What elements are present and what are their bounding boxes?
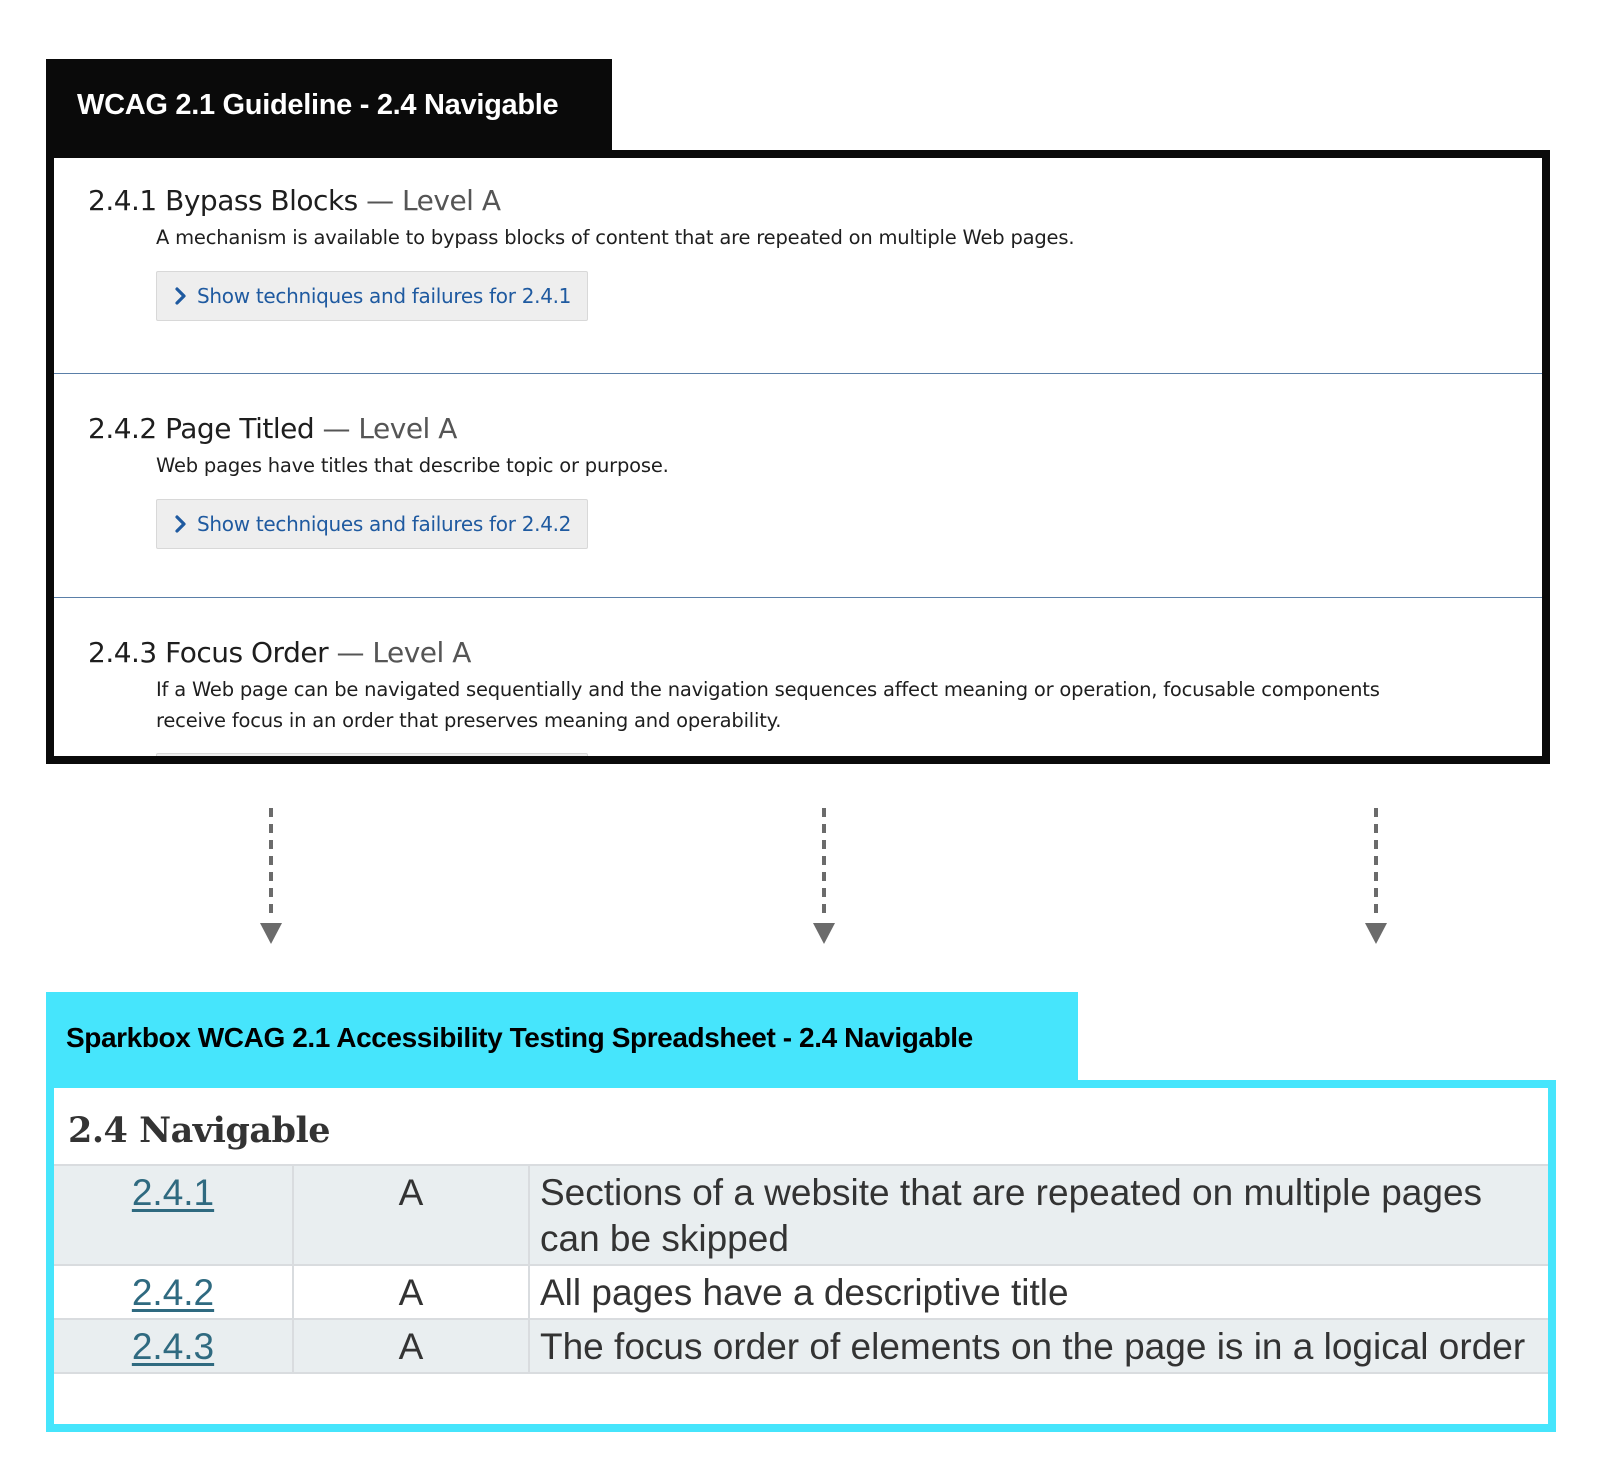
criterion-heading: [88, 636, 471, 669]
criterion-id-cell: [54, 1319, 293, 1373]
dashed-down-arrow-icon: [812, 808, 836, 946]
criterion-heading: [88, 412, 457, 445]
criterion-title: 2.4.1 Bypass Blocks: [88, 184, 358, 217]
dashed-down-arrow-icon: [1364, 808, 1388, 946]
criterion-link[interactable]: 2.4.3: [131, 1326, 215, 1367]
criterion-heading: [88, 184, 501, 217]
wcag-panel: [46, 150, 1550, 764]
table-row: [54, 1319, 1548, 1373]
criterion-title: 2.4.3 Focus Order: [88, 636, 329, 669]
criterion-description: If a Web page can be navigated sequentially and the navigation sequences affect meaning or operation, focusable components receive focus in an order that preserves meaning and operability.: [156, 678, 1380, 732]
level-cell: A: [293, 1165, 529, 1265]
show-techniques-label: Show techniques and failures for 2.4.2: [197, 512, 572, 536]
level-cell: A: [293, 1319, 529, 1373]
summary-cell: Sections of a website that are repeated on multiple pages can be skipped: [529, 1165, 1548, 1265]
table-row: [54, 1165, 1548, 1265]
criteria-table: [54, 1164, 1548, 1374]
criterion-title: 2.4.2 Page Titled: [88, 412, 315, 445]
success-criterion-2-4-3: [54, 598, 1542, 764]
sparkbox-panel-title: Sparkbox WCAG 2.1 Accessibility Testing Spreadsheet - 2.4 Navigable: [46, 992, 1078, 1088]
criterion-id-cell: [54, 1165, 293, 1265]
show-techniques-button-2-4-3-partial[interactable]: [156, 753, 588, 764]
chevron-right-icon: [175, 287, 187, 305]
show-techniques-button-2-4-1[interactable]: [156, 271, 588, 321]
success-criterion-2-4-2: [54, 374, 1542, 598]
criterion-level: — Level A: [357, 184, 501, 217]
criterion-description: Web pages have titles that describe topic or purpose.: [156, 454, 669, 477]
wcag-panel-title: WCAG 2.1 Guideline - 2.4 Navigable: [46, 59, 612, 151]
criterion-description: A mechanism is available to bypass blocks of content that are repeated on multiple Web pages.: [156, 226, 1075, 249]
criterion-level: — Level A: [314, 412, 457, 445]
criterion-link[interactable]: 2.4.1: [131, 1172, 215, 1213]
show-techniques-button-2-4-2[interactable]: [156, 499, 588, 549]
criterion-id-cell: [54, 1265, 293, 1319]
sparkbox-spreadsheet: [46, 1080, 1556, 1432]
success-criterion-2-4-1: [54, 158, 1542, 374]
chevron-right-icon: [175, 515, 187, 533]
level-cell: A: [293, 1265, 529, 1319]
criterion-level: — Level A: [328, 636, 471, 669]
show-techniques-label: Show techniques and failures for 2.4.1: [197, 284, 572, 308]
summary-cell: All pages have a descriptive title: [529, 1265, 1548, 1319]
sheet-heading: 2.4 Navigable: [68, 1110, 331, 1151]
dashed-down-arrow-icon: [259, 808, 283, 946]
table-row: [54, 1265, 1548, 1319]
criterion-link[interactable]: 2.4.2: [131, 1272, 215, 1313]
summary-cell: The focus order of elements on the page is in a logical order: [529, 1319, 1548, 1373]
